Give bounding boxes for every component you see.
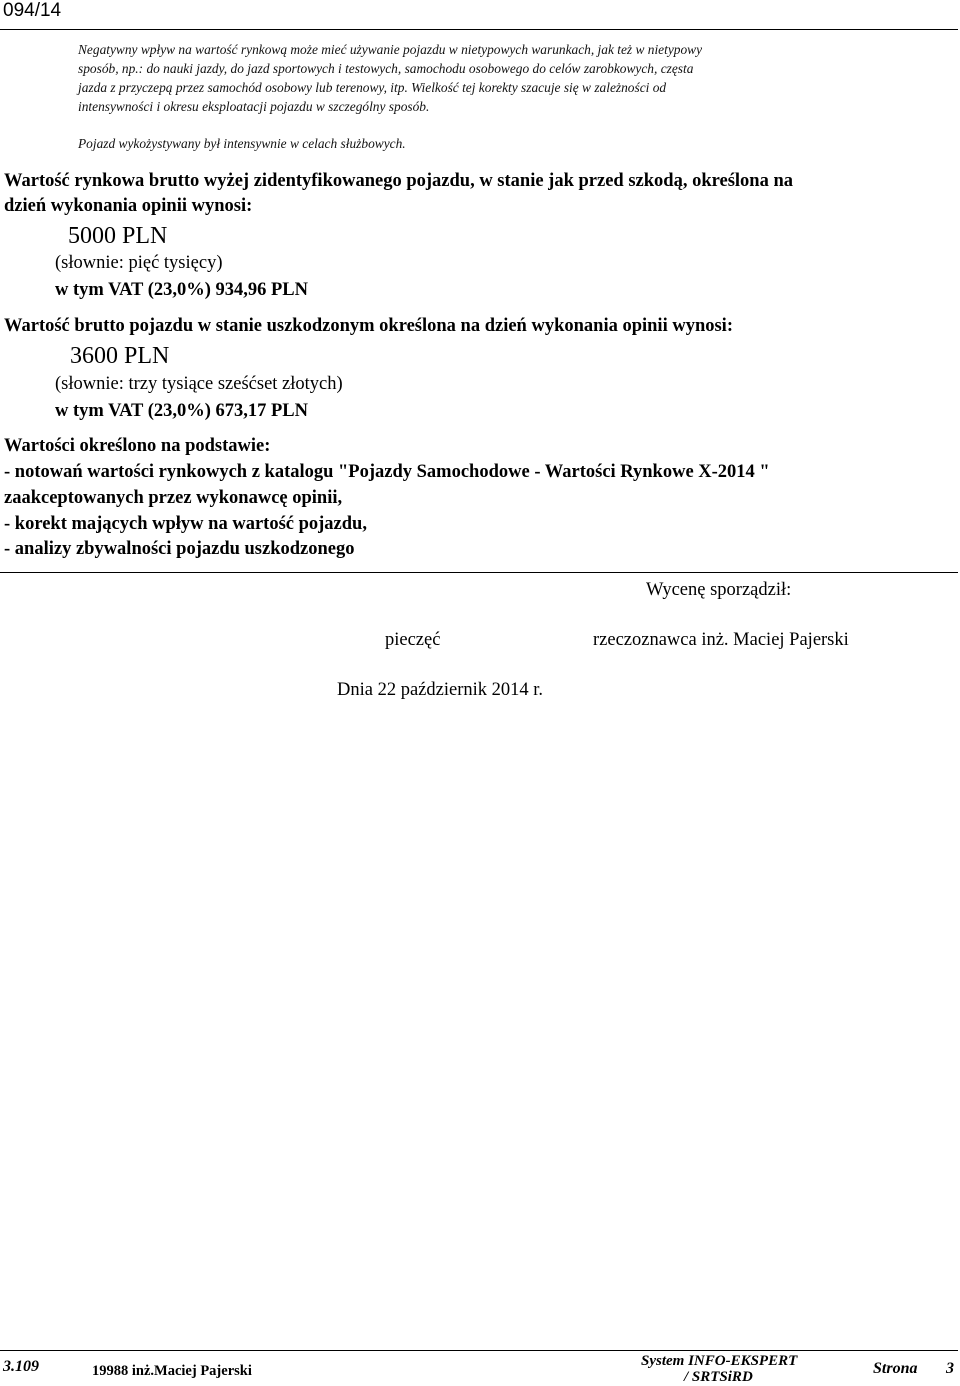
header-rule [0, 29, 958, 30]
footer-rule [0, 1350, 958, 1351]
basis-item-2: - korekt mających wpływ na wartość pojazdu, [4, 514, 367, 534]
footer-version: 3.109 [3, 1358, 39, 1375]
note-line-3: jazda z przyczepą przez samochód osobowy lub terenowy, itp. Wielkość tej korekty szacuje się w zależności od [78, 80, 667, 95]
section-rule [0, 572, 958, 573]
vehicle-usage-note: Pojazd wykożystywany był intensywnie w celach służbowych. [78, 136, 406, 151]
market-value-amount: 5000 PLN [68, 223, 168, 249]
market-value-vat: w tym VAT (23,0%) 934,96 PLN [55, 280, 309, 300]
note-line-2: sposób, np.: do nauki jazdy, do jazd sportowych i testowych, samochodu osobowego do celów zarobkowych, częsta [78, 61, 694, 76]
market-value-line-1: Wartość rynkowa brutto wyżej zidentyfikowanego pojazdu, w stanie jak przed szkodą, określona na [4, 171, 794, 191]
basis-item-1-line-2: zaakceptowanych przez wykonawcę opinii, [4, 488, 343, 508]
market-value-words: (słownie: pięć tysięcy) [55, 253, 223, 273]
basis-title: Wartości określono na podstawie: [4, 436, 271, 456]
damaged-value-amount: 3600 PLN [70, 343, 170, 369]
damaged-value-vat: w tym VAT (23,0%) 673,17 PLN [55, 401, 309, 421]
footer-page-label: Strona [873, 1360, 918, 1377]
basis-item-3: - analizy zbywalności pojazdu uszkodzonego [4, 539, 355, 559]
footer-page-number: 3 [946, 1360, 954, 1377]
note-line-4: intensywności i okresu eksploatacji pojazdu w szczególny sposób. [78, 99, 430, 114]
market-value-line-2: dzień wykonania opinii wynosi: [4, 196, 253, 216]
document-date: Dnia 22 październik 2014 r. [337, 680, 544, 700]
expert-name: rzeczoznawca inż. Maciej Pajerski [593, 630, 849, 650]
damaged-value-words: (słownie: trzy tysiące sześćset złotych) [55, 374, 343, 394]
footer-system-line-1: System INFO-EKSPERT [641, 1353, 798, 1369]
basis-item-1-line-1: - notowań wartości rynkowych z katalogu "Pojazdy Samochodowe - Wartości Rynkowe X-2014 " [4, 462, 770, 482]
damaged-value-line: Wartość brutto pojazdu w stanie uszkodzonym określona na dzień wykonania opinii wynosi: [4, 316, 733, 336]
footer-license: 19988 inż.Maciej Pajerski [92, 1363, 252, 1379]
document-number: 094/14 [3, 0, 62, 21]
stamp-label: pieczęć [385, 630, 441, 650]
footer-system-line-2: / SRTSiRD [684, 1369, 753, 1385]
prepared-by-label: Wycenę sporządził: [646, 580, 792, 600]
note-line-1: Negatywny wpływ na wartość rynkową może mieć używanie pojazdu w nietypowych warunkach, jak też w nietypowy [78, 42, 703, 57]
